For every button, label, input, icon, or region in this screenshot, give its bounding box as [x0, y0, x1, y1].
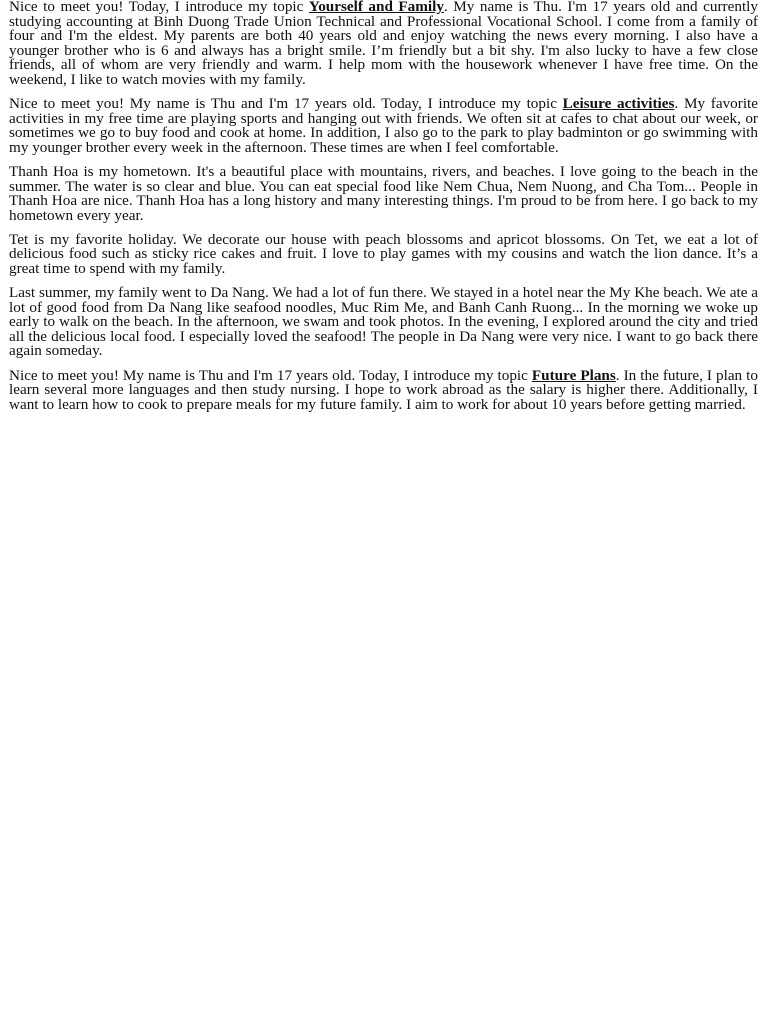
paragraph-text: . My name is Thu. I'm 17 years old and currently studying accounting at Binh Duong Trade Union Technical and Professional Vocational School. I come from a family of four and I'm the eldest. My parents are both 40 years old and enjoy watching the news every morning. I also have a younger brother who is 6 and always has a bright smile. I’m friendly but a bit shy. I'm also lucky to have a few close friends, all of whom are very friendly and warm. I help mom with the housework whenever I have free time. On the weekend, I like to watch movies with my family.	[9, 0, 758, 88]
paragraph-future-plans	[9, 366, 758, 413]
topic-heading: Future Plans	[531, 366, 616, 384]
paragraph-text: Nice to meet you! My name is Thu and I'm 17 years old. Today, I introduce my topic	[9, 366, 532, 384]
paragraph-text: . In the future, I plan to learn several more languages and then study nursing. I hope to work abroad as the salary is higher there. Additionally, I want to learn how to cook to prepare meals for my future family. I aim to work for about 10 years before getting married.	[9, 366, 758, 413]
paragraph-da-nang-trip	[9, 286, 758, 359]
paragraph-tet-holiday	[9, 230, 758, 277]
paragraph-text: Tet is my favorite holiday. We decorate our house with peach blossoms and apricot blossoms. On Tet, we eat a lot of delicious food such as sticky rice cakes and fruit. I love to play games with my cousins and watch the lion dance. It’s a great time to spend with my family.	[9, 230, 758, 277]
document-body	[9, 0, 758, 422]
paragraph-text: Last summer, my family went to Da Nang. We had a lot of fun there. We stayed in a hotel near the My Khe beach. We ate a lot of good food from Da Nang like seafood noodles, Muc Rim Me, and Banh Canh Ruong... In the morning we woke up early to walk on the beach. In the afternoon, we swam and took photos. In the evening, I explored around the city and tried all the delicious local food. I especially loved the seafood! The people in Da Nang were very nice. I want to go back there again someday.	[9, 284, 758, 360]
topic-heading: Yourself and Family	[308, 0, 444, 15]
paragraph-hometown	[9, 162, 758, 224]
paragraph-text: Nice to meet you! Today, I introduce my topic	[9, 0, 309, 15]
paragraph-text: Nice to meet you! My name is Thu and I'm 17 years old. Today, I introduce my topic	[9, 95, 563, 113]
paragraph-yourself-and-family	[9, 0, 758, 88]
paragraph-leisure-activities	[9, 97, 758, 155]
topic-heading: Leisure activities	[562, 95, 675, 113]
paragraph-text: Thanh Hoa is my hometown. It's a beautiful place with mountains, rivers, and beaches. I love going to the beach in the summer. The water is so clear and blue. You can eat special food like Nem Chua, Nem Nuong, and Cha Tom... People in Thanh Hoa are nice. Thanh Hoa has a long history and many interesting things. I'm proud to be from here. I go back to my hometown every year.	[9, 162, 758, 224]
paragraph-text: . My favorite activities in my free time are playing sports and hanging out with friends. We often sit at cafes to chat about our week, or sometimes we go to buy food and cook at home. In addition, I also go to the park to play badminton or go swimming with my younger brother every week in the afternoon. These times are when I feel comfortable.	[9, 95, 758, 156]
